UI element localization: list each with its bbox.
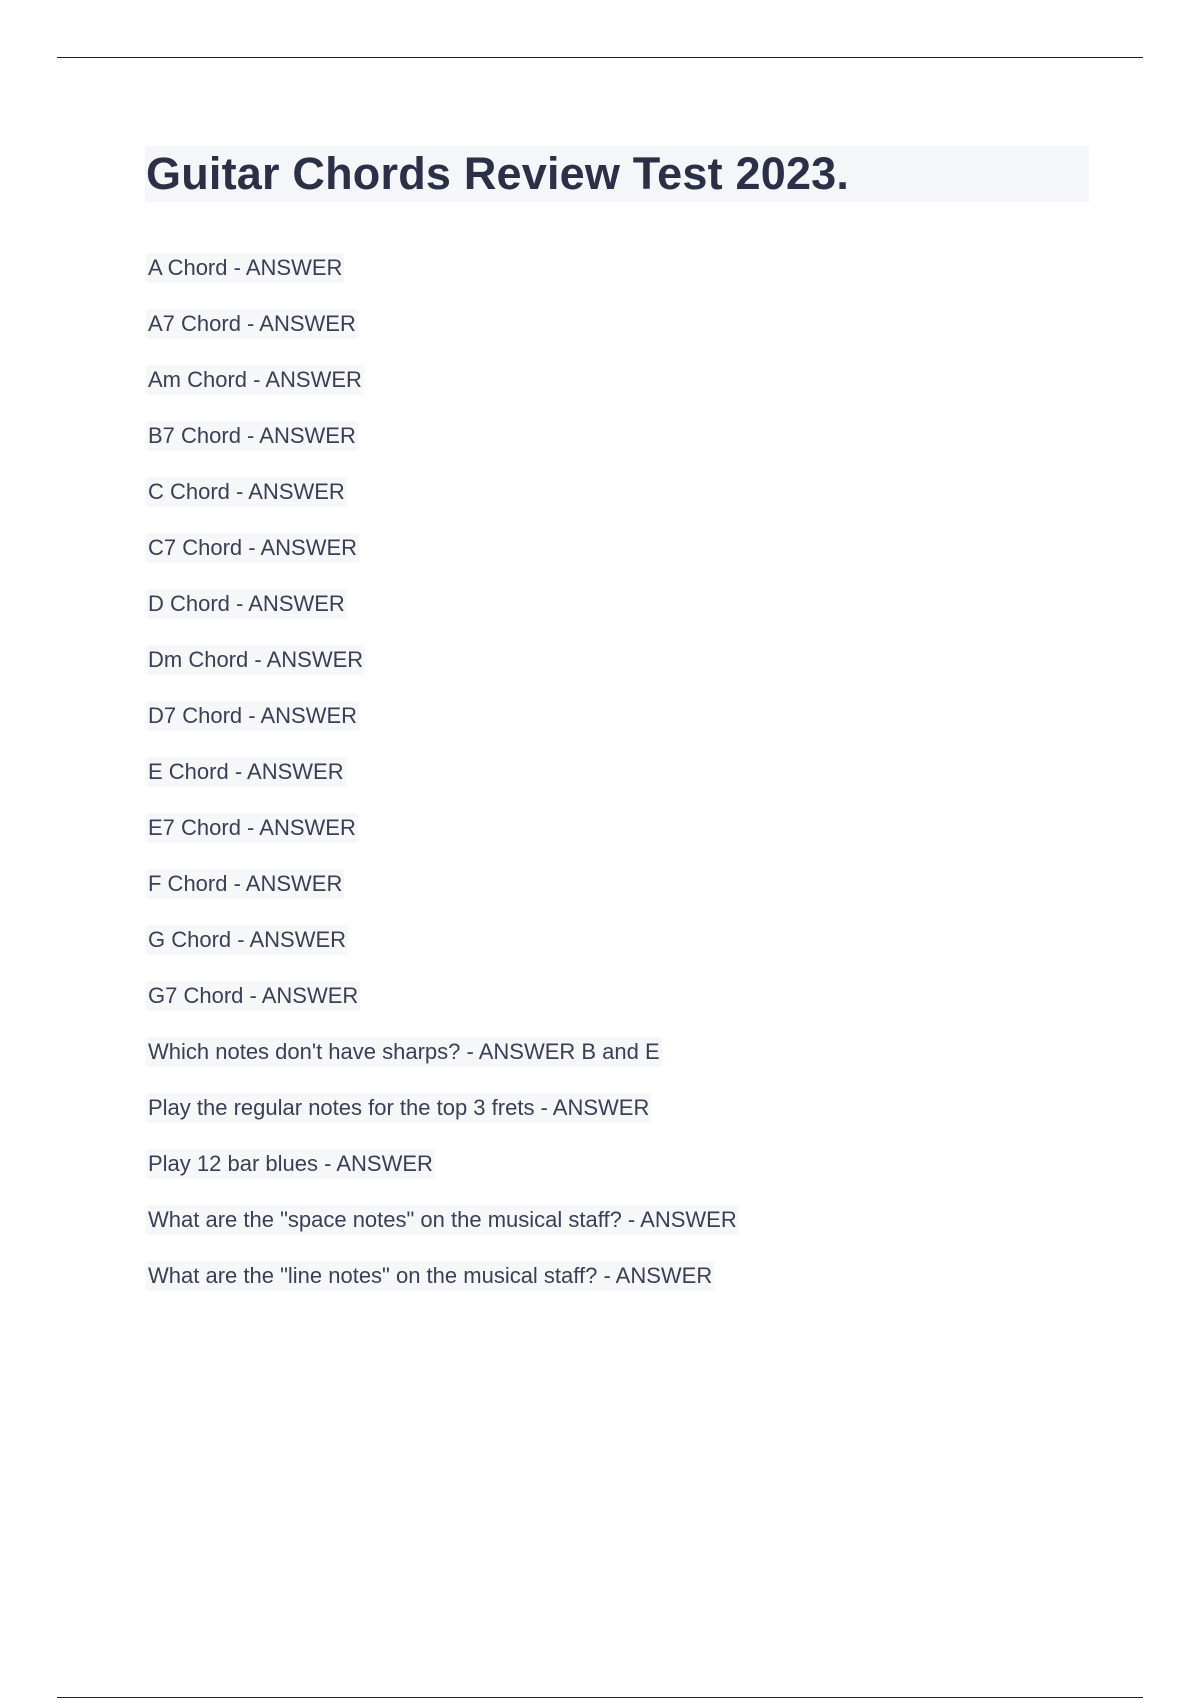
list-item [146, 533, 739, 589]
list-item [146, 645, 739, 701]
question-text: D7 Chord - ANSWER [146, 701, 359, 731]
question-text: G Chord - ANSWER [146, 925, 348, 955]
list-item [146, 813, 739, 869]
question-text: Play 12 bar blues - ANSWER [146, 1149, 435, 1179]
question-text: Am Chord - ANSWER [146, 365, 364, 395]
question-text: G7 Chord - ANSWER [146, 981, 360, 1011]
question-text: D Chord - ANSWER [146, 589, 347, 619]
question-text: C Chord - ANSWER [146, 477, 347, 507]
list-item [146, 477, 739, 533]
top-divider [57, 57, 1143, 58]
question-text: Dm Chord - ANSWER [146, 645, 365, 675]
question-list [146, 253, 739, 1317]
list-item [146, 365, 739, 421]
list-item [146, 253, 739, 309]
question-text: F Chord - ANSWER [146, 869, 344, 899]
list-item [146, 589, 739, 645]
question-text: A7 Chord - ANSWER [146, 309, 358, 339]
list-item [146, 757, 739, 813]
question-text: E Chord - ANSWER [146, 757, 346, 787]
list-item [146, 925, 739, 981]
list-item [146, 1037, 739, 1093]
list-item [146, 421, 739, 477]
question-text: B7 Chord - ANSWER [146, 421, 358, 451]
page-title: Guitar Chords Review Test 2023. [146, 148, 850, 199]
question-text: Which notes don't have sharps? - ANSWER B and E [146, 1037, 662, 1067]
list-item [146, 701, 739, 757]
question-text: E7 Chord - ANSWER [146, 813, 358, 843]
list-item [146, 1261, 739, 1317]
bottom-divider [57, 1697, 1143, 1698]
list-item [146, 309, 739, 365]
list-item [146, 981, 739, 1037]
question-text: C7 Chord - ANSWER [146, 533, 359, 563]
list-item [146, 1149, 739, 1205]
list-item [146, 1205, 739, 1261]
question-text: What are the "space notes" on the musical staff? - ANSWER [146, 1205, 739, 1235]
question-text: Play the regular notes for the top 3 frets - ANSWER [146, 1093, 651, 1123]
list-item [146, 869, 739, 925]
question-text: What are the "line notes" on the musical staff? - ANSWER [146, 1261, 714, 1291]
question-text: A Chord - ANSWER [146, 253, 344, 283]
list-item [146, 1093, 739, 1149]
